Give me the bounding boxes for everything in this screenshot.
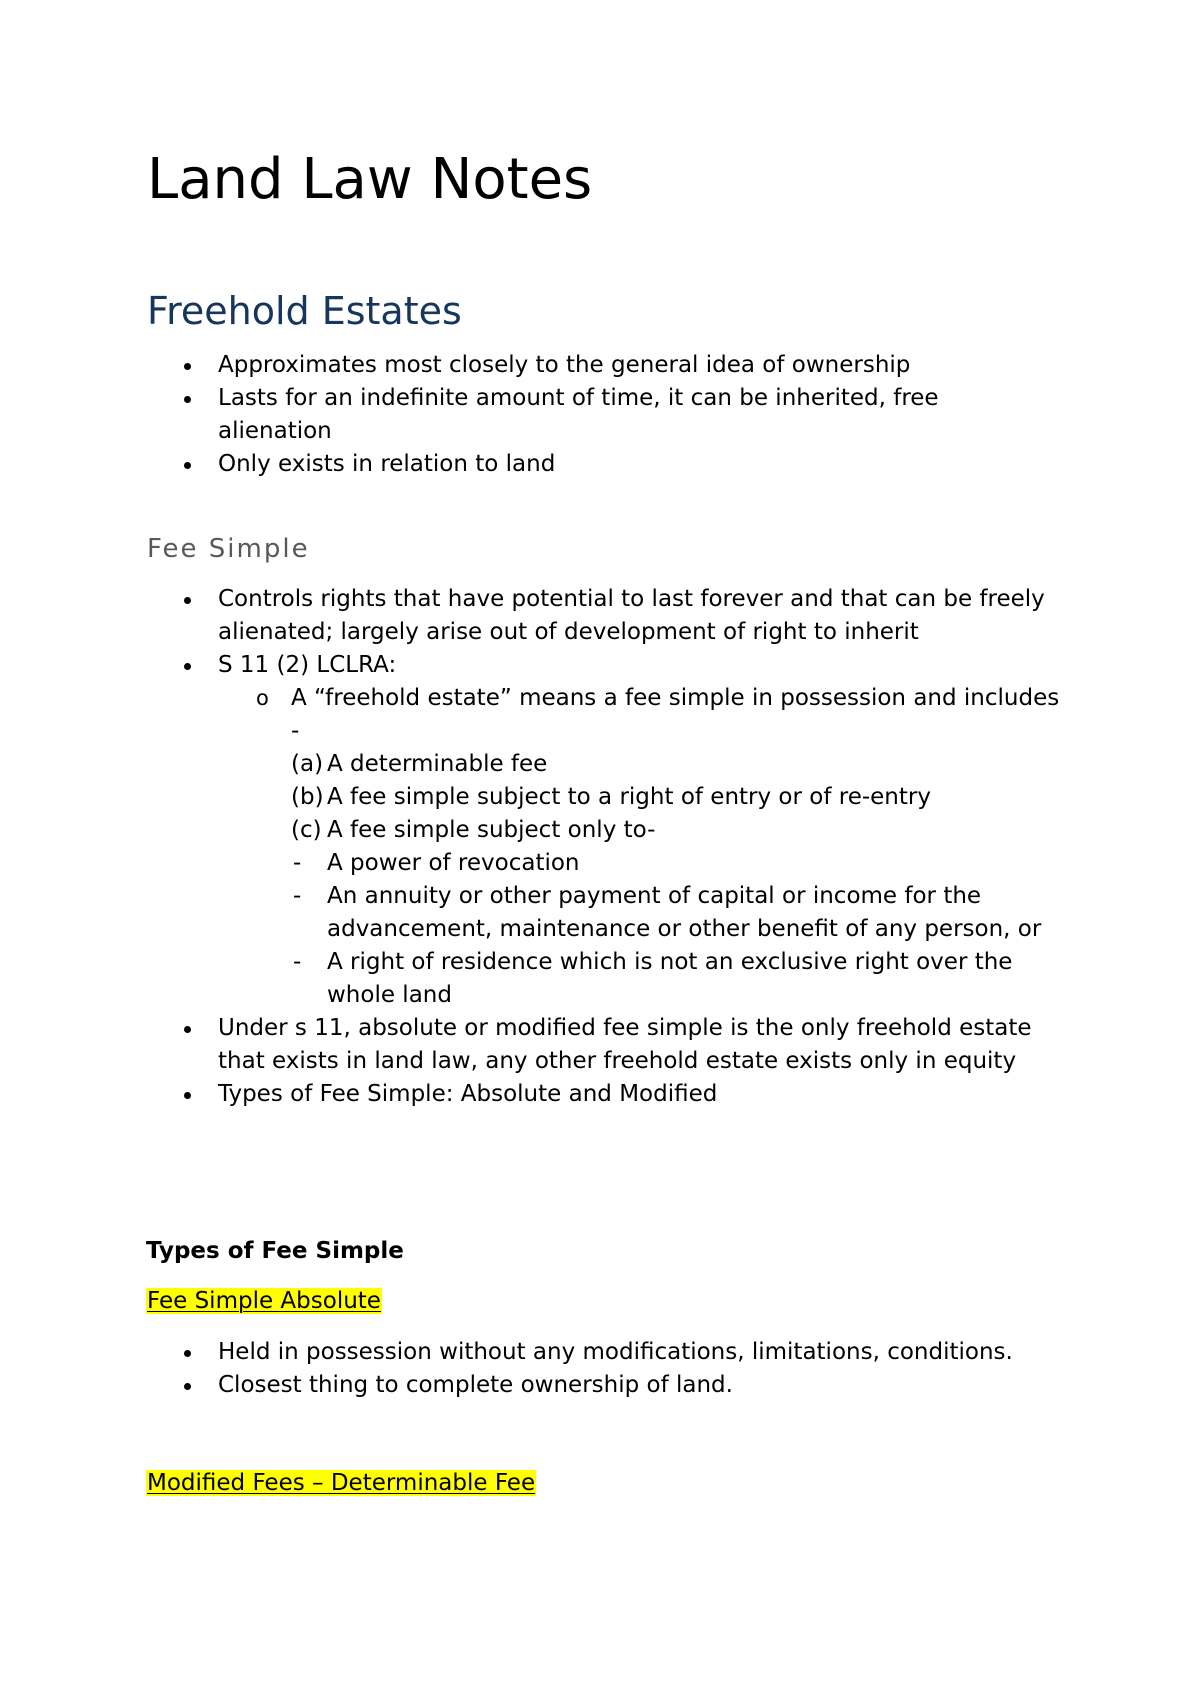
dash-item (0, 847, 1067, 880)
dash-item (0, 880, 1067, 946)
letter-marker: (a) (291, 751, 324, 777)
letter-marker: (c) (291, 817, 322, 843)
list-item: Controls rights that have potential to last forever and that can be freely alienated; largely arise out of development of right to inherit (0, 583, 1058, 649)
fee-simple-absolute-list (0, 1336, 1058, 1402)
highlighted-heading-modified-fees (146, 1468, 536, 1498)
lettered-item (0, 781, 1062, 814)
lettered-item (0, 748, 1062, 781)
list-item: Types of Fee Simple: Absolute and Modified (0, 1078, 1058, 1111)
dash-text: A power of revocation (327, 850, 580, 876)
list-item: Held in possession without any modifications, limitations, conditions. (0, 1336, 1058, 1369)
highlighted-text: Modified Fees – Determinable Fee (147, 1470, 536, 1496)
letter-text: A determinable fee (327, 751, 548, 777)
letter-marker: (b) (291, 784, 324, 810)
list-item: S 11 (2) LCLRA: (0, 649, 1058, 682)
letter-text: A fee simple subject to a right of entry or of re-entry (327, 784, 931, 810)
heading-types-of-fee-simple: Types of Fee Simple (146, 1238, 404, 1264)
lettered-item (0, 814, 1062, 847)
document-title: Land Law Notes (147, 147, 593, 212)
fee-simple-list (0, 583, 1067, 1111)
sub-item-text: A “freehold estate” means a fee simple in possession and includes - (291, 685, 1060, 744)
list-item: Approximates most closely to the general idea of ownership (0, 349, 1058, 382)
letter-text: A fee simple subject only to- (327, 817, 656, 843)
list-item: Only exists in relation to land (0, 448, 1058, 481)
heading-freehold-estates: Freehold Estates (147, 289, 462, 333)
dash-text: An annuity or other payment of capital or income for the advancement, maintenance or other benefit of any person, or (327, 883, 1042, 942)
highlighted-heading-fee-simple-absolute (146, 1286, 382, 1316)
dash-marker: - (293, 850, 302, 876)
heading-fee-simple: Fee Simple (147, 534, 310, 564)
highlighted-text: Fee Simple Absolute (147, 1288, 381, 1314)
dash-item (0, 946, 1067, 1012)
sub-bullet-marker: o (256, 686, 269, 710)
list-item: Under s 11, absolute or modified fee simple is the only freehold estate that exists in land law, any other freehold estate exists only in equity (0, 1012, 1058, 1078)
sub-list-item (0, 682, 1061, 748)
freehold-estates-list (0, 349, 1058, 481)
dash-marker: - (293, 883, 302, 909)
list-item: Closest thing to complete ownership of land. (0, 1369, 1058, 1402)
dash-text: A right of residence which is not an exclusive right over the whole land (327, 949, 1013, 1008)
dash-marker: - (293, 949, 302, 975)
list-item: Lasts for an indefinite amount of time, it can be inherited, free alienation (0, 382, 1058, 448)
